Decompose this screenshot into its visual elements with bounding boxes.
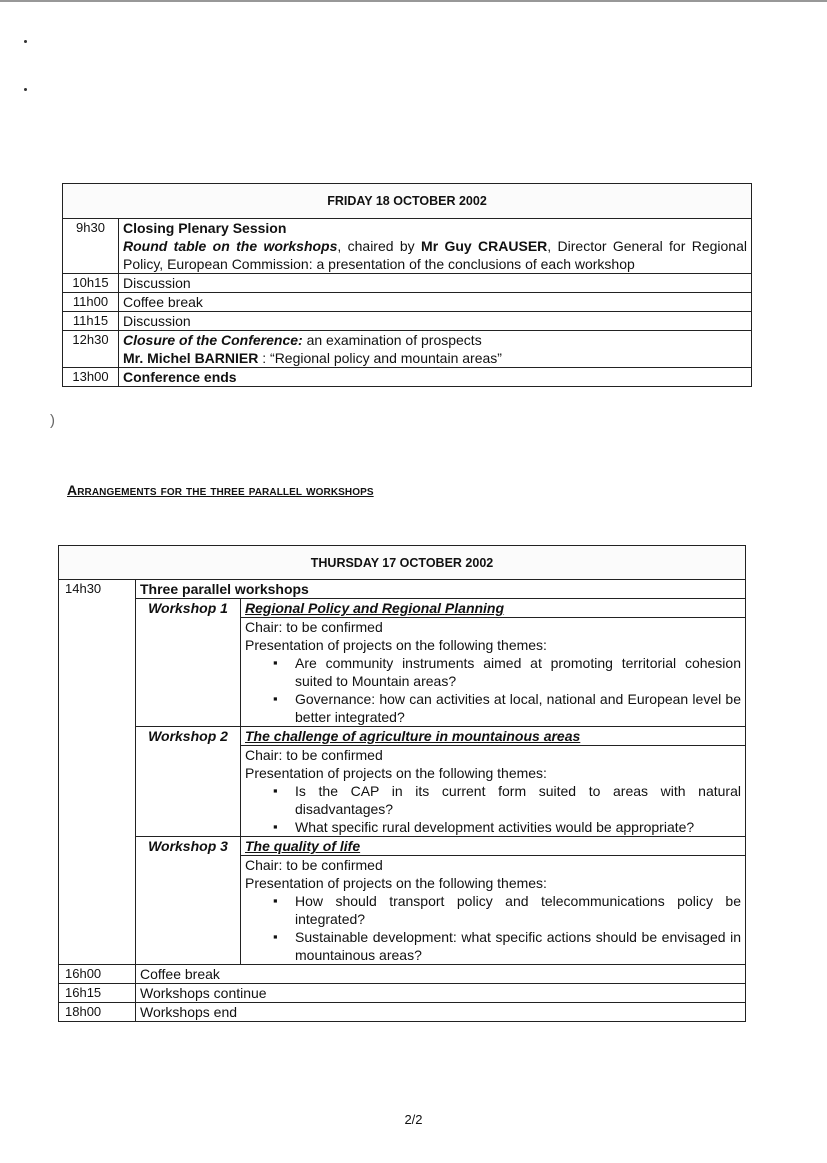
- table-row: [63, 219, 752, 274]
- workshop-title-cell: [241, 599, 746, 618]
- time-cell: 16h15: [59, 984, 136, 1003]
- time-cell: 12h30: [63, 331, 119, 368]
- thursday-header: THURSDAY 17 OCTOBER 2002: [59, 546, 746, 580]
- session-title: Closing Plenary Session: [123, 220, 287, 236]
- session-cell: Discussion: [119, 274, 752, 293]
- session-text: : “Regional policy and mountain areas”: [258, 350, 502, 366]
- workshop-title: The challenge of agriculture in mountainous areas: [245, 728, 581, 744]
- session-cell: Workshops continue: [136, 984, 746, 1003]
- workshop-title-cell: [241, 727, 746, 746]
- presentation-text: Presentation of projects on the following themes:: [245, 875, 547, 891]
- time-cell: 14h30: [59, 580, 136, 965]
- session-cell: Coffee break: [136, 965, 746, 984]
- workshop-details: [241, 856, 746, 965]
- scan-top-border: [0, 0, 827, 2]
- table-row: [59, 599, 746, 618]
- list-item: ▪ Governance: how can activities at local, national and European level be better integrated?: [295, 690, 741, 726]
- time-cell: 11h15: [63, 312, 119, 331]
- session-cell: Conference ends: [119, 368, 752, 387]
- scan-mark: ): [50, 412, 55, 429]
- section-heading: Arrangements for the three parallel workshops: [67, 482, 374, 498]
- presentation-text: Presentation of projects on the following themes:: [245, 765, 547, 781]
- time-cell: 18h00: [59, 1003, 136, 1022]
- scan-speck: [24, 88, 27, 91]
- closure-title: Closure of the Conference:: [123, 332, 303, 348]
- session-cell: [119, 331, 752, 368]
- workshop-title: Regional Policy and Regional Planning: [245, 600, 505, 616]
- session-cell: Discussion: [119, 312, 752, 331]
- workshop-label: Workshop 2: [136, 727, 241, 837]
- workshops-schedule-table: [58, 545, 746, 1022]
- time-cell: 10h15: [63, 274, 119, 293]
- chair-text: Chair: to be confirmed: [245, 857, 383, 873]
- list-item: ▪ Is the CAP in its current form suited to areas with natural disadvantages?: [295, 782, 741, 818]
- table-row: [63, 293, 752, 312]
- workshop-details: [241, 746, 746, 837]
- workshop-title: The quality of life: [245, 838, 361, 854]
- theme-list: [245, 892, 741, 964]
- time-cell: 13h00: [63, 368, 119, 387]
- session-text: an examination of prospects: [302, 332, 482, 348]
- workshops-intro: Three parallel workshops: [136, 580, 746, 599]
- workshop-details: [241, 618, 746, 727]
- list-item: ▪ What specific rural development activities would be appropriate?: [295, 818, 741, 836]
- table-row: [59, 837, 746, 856]
- table-row: [59, 984, 746, 1003]
- workshop-label: Workshop 1: [136, 599, 241, 727]
- list-item: ▪ How should transport policy and telecommunications policy be integrated?: [295, 892, 741, 928]
- list-item: ▪ Sustainable development: what specific actions should be envisaged in mountainous areas?: [295, 928, 741, 964]
- chair-name: Mr Guy CRAUSER: [421, 238, 548, 254]
- table-row: [63, 331, 752, 368]
- table-row: [59, 1003, 746, 1022]
- workshop-label: Workshop 3: [136, 837, 241, 965]
- list-item: ▪ Are community instruments aimed at promoting territorial cohesion suited to Mountain areas?: [295, 654, 741, 690]
- page-number: 2/2: [404, 1112, 423, 1127]
- session-cell: Coffee break: [119, 293, 752, 312]
- speaker-name: Mr. Michel BARNIER: [123, 350, 259, 366]
- session-text: , Director General for Regional Policy, European Commission: a presentation of the conclusions of each workshop: [123, 238, 747, 272]
- theme-list: [245, 782, 741, 836]
- scan-speck: [24, 40, 27, 43]
- time-cell: 16h00: [59, 965, 136, 984]
- time-cell: 9h30: [63, 219, 119, 274]
- table-row: [59, 580, 746, 599]
- round-table-title: Round table on the workshops: [123, 238, 338, 254]
- presentation-text: Presentation of projects on the following themes:: [245, 637, 547, 653]
- session-cell: [119, 219, 752, 274]
- session-cell: Workshops end: [136, 1003, 746, 1022]
- friday-schedule-table: [62, 183, 752, 387]
- workshop-title-cell: [241, 837, 746, 856]
- table-row: [63, 312, 752, 331]
- session-text: , chaired by: [337, 238, 422, 254]
- table-row: [63, 368, 752, 387]
- table-row: [63, 274, 752, 293]
- chair-text: Chair: to be confirmed: [245, 619, 383, 635]
- theme-list: [245, 654, 741, 726]
- time-cell: 11h00: [63, 293, 119, 312]
- table-row: [59, 727, 746, 746]
- chair-text: Chair: to be confirmed: [245, 747, 383, 763]
- friday-header: FRIDAY 18 OCTOBER 2002: [63, 184, 752, 219]
- table-row: [59, 965, 746, 984]
